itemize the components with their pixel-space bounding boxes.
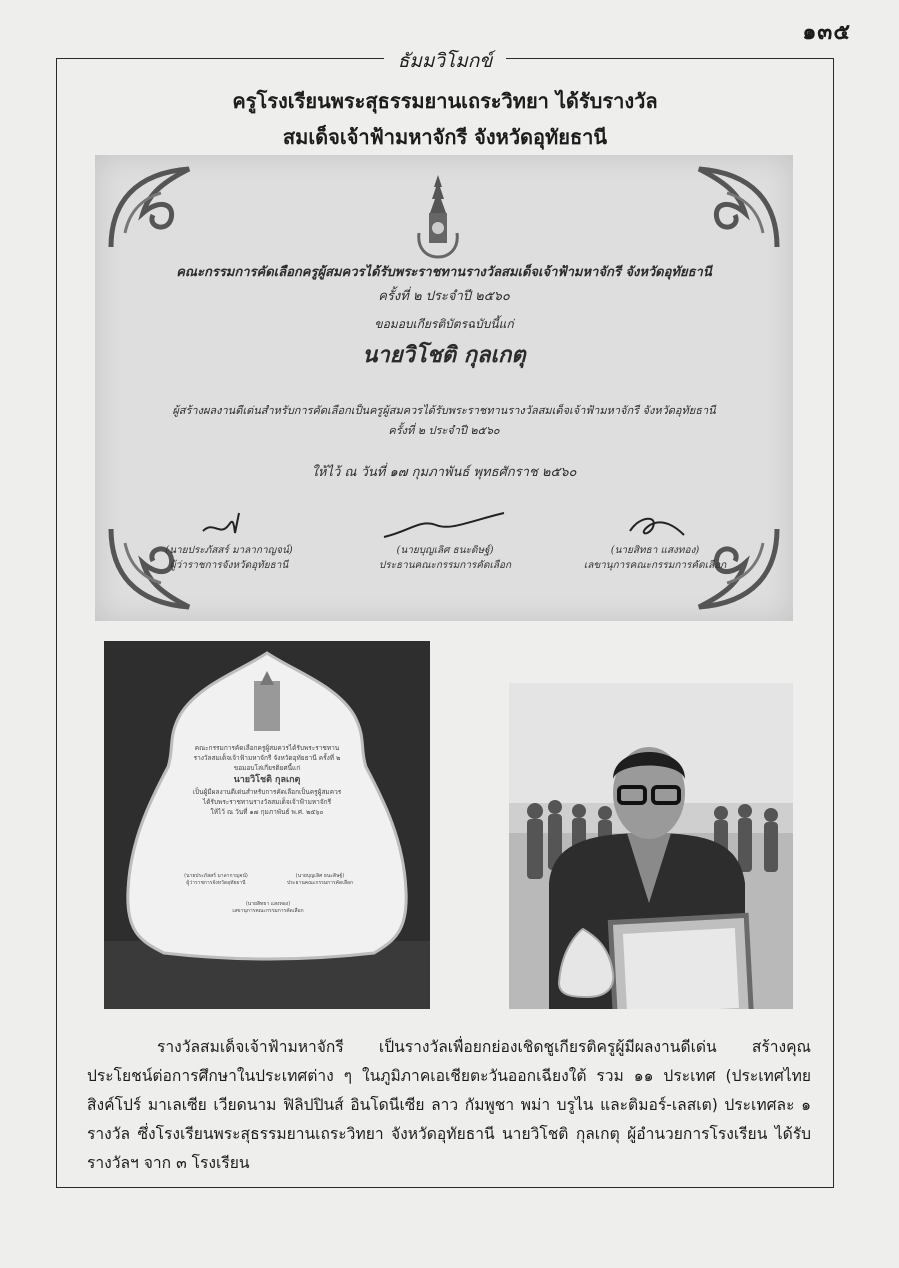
plaque-photo [104, 641, 430, 1009]
body-paragraph: รางวัลสมเด็จเจ้าฟ้ามหาจักรี เป็นรางวัลเพื่อยกย่องเชิดชูเกียรติครูผู้มีผลงานดีเด่น สร้างคุณประโยชน์ต่อการศึกษาในประเทศต่าง ๆ ในภูมิภาคเอเชียตะวันออกเฉียงใต้ รวม ๑๑ ประเทศ (ประเทศไทย สิงค์โปร์ มาเลเซีย เวียดนาม ฟิลิปปินส์ อินโดนีเซีย ลาว กัมพูชา พม่า บรูไน และติมอร์-เลสเต) ประเทศละ ๑ รางวัล ซึ่งโรงเรียนพระสุธรรมยานเถระวิทยา จังหวัดอุทัยธานี นายวิโชติ กุลเกตุ ผู้อำนวยการโรงเรียน ได้รับรางวัลฯ จาก ๓ โรงเรียน [87, 1038, 811, 1172]
journal-name: ธัมมวิโมกข์ [384, 50, 507, 72]
certificate-edition: ครั้งที่ ๒ ประจำปี ๒๕๖๐ [378, 289, 510, 304]
signature-block-2 [345, 511, 545, 573]
article-title [57, 83, 833, 155]
plaque-line-3: ขอมอบโล่เกียรติยศนี้แก่ [233, 764, 301, 772]
signature-block-3 [555, 511, 755, 573]
signer-role: เลขานุการคณะกรรมการคัดเลือก [583, 560, 727, 571]
plaque-signer-1: (นายประภัสสร์ มาลากาญจน์) [184, 873, 248, 879]
title-line-1: ครูโรงเรียนพระสุธรรมยานเถระวิทยา ได้รับรางวัล [232, 89, 658, 113]
signature-icon [199, 511, 259, 541]
plaque-signers [168, 873, 368, 915]
plaque-line-1: คณะกรรมการคัดเลือกครูผู้สมควรได้รับพระราชทาน [194, 744, 340, 752]
signer-role: ประธานคณะกรรมการคัดเลือก [378, 560, 512, 571]
certificate-citation: ผู้สร้างผลงานดีเด่นสำหรับการคัดเลือกเป็นครูผู้สมควรได้รับพระราชทานรางวัลสมเด็จเจ้าฟ้ามหาจักรี จังหวัดอุทัยธานี [172, 404, 716, 417]
certificate-image [95, 155, 793, 621]
signature-block-1 [129, 511, 329, 573]
plaque-recipient: นายวิโชติ กุลเกตุ [233, 775, 301, 785]
corner-ornament-icon [105, 163, 195, 253]
signature-icon [380, 511, 510, 541]
royal-emblem-icon [413, 173, 463, 259]
plaque-line-5: ได้รับพระราชทานรางวัลสมเด็จเจ้าฟ้ามหาจักรี [202, 798, 332, 806]
plaque-image [104, 641, 430, 1009]
signature-icon [620, 511, 690, 541]
certificate-recipient: นายวิโชติ กุลเกตุ [362, 342, 526, 368]
certificate-issuer: คณะกรรมการคัดเลือกครูผู้สมควรได้รับพระราชทานรางวัลสมเด็จเจ้าฟ้ามหาจักรี จังหวัดอุทัยธานี [176, 265, 712, 280]
signer-name: (นายสิทธา แสงทอง) [610, 545, 700, 556]
plaque-line-4: เป็นผู้มีผลงานดีเด่นสำหรับการคัดเลือกเป็นครูผู้สมควร [192, 788, 342, 796]
plaque-signer-3-role: เลขานุการคณะกรรมการคัดเลือก [232, 908, 304, 914]
recipient-image [509, 683, 793, 1009]
signer-name: (นายบุญเลิศ ธนะดิษฐ์) [396, 545, 494, 556]
plaque-text [164, 743, 370, 817]
certificate-presented-to: ขอมอบเกียรติบัตรฉบับนี้แก่ [374, 317, 514, 331]
signer-role: ผู้ว่าราชการจังหวัดอุทัยธานี [169, 560, 289, 571]
plaque-signer-3: (นายสิทธา แสงทอง) [245, 901, 291, 907]
recipient-photo [509, 683, 793, 1009]
plaque-date: ให้ไว้ ณ วันที่ ๑๗ กุมภาพันธ์ พ.ศ. ๒๕๖๐ [210, 808, 324, 816]
article-frame [56, 50, 834, 1188]
plaque-signer-2: (นายบุญเลิศ ธนะดิษฐ์) [295, 873, 345, 879]
certificate-edition-2: ครั้งที่ ๒ ประจำปี ๒๕๖๐ [388, 424, 500, 437]
plaque-signer-1-role: ผู้ว่าราชการจังหวัดอุทัยธานี [186, 880, 246, 886]
journal-header [57, 46, 833, 76]
plaque-signer-2-role: ประธานคณะกรรมการคัดเลือก [286, 880, 354, 886]
plaque-line-2: รางวัลสมเด็จเจ้าฟ้ามหาจักรี จังหวัดอุทัยธานี ครั้งที่ ๒ [193, 754, 341, 762]
signer-name: (นายประภัสสร์ มาลากาญจน์) [165, 545, 293, 556]
certificate-date: ให้ไว้ ณ วันที่ ๑๗ กุมภาพันธ์ พุทธศักราช ๒๕๖๐ [311, 465, 577, 480]
title-line-2: สมเด็จเจ้าฟ้ามหาจักรี จังหวัดอุทัยธานี [282, 125, 608, 149]
corner-ornament-icon [693, 163, 783, 253]
page-number: ๑๓๕ [802, 19, 851, 45]
